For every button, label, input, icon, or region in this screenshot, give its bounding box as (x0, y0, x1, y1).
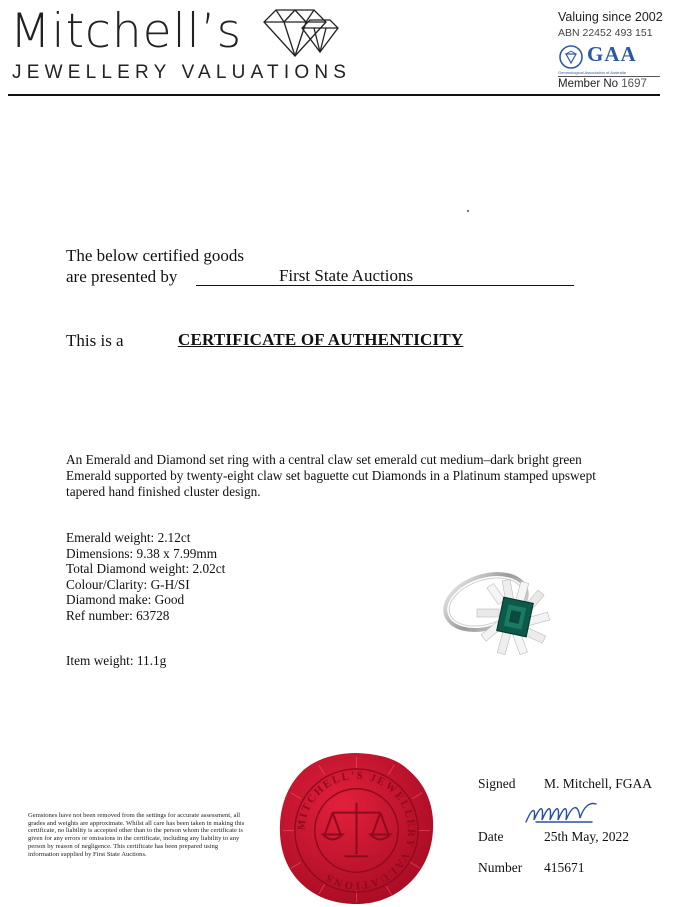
diamond-icon (262, 6, 340, 60)
signed-label: Signed (478, 776, 516, 791)
gaa-emblem-icon (558, 44, 584, 70)
brand-subtitle: JEWELLERY VALUATIONS (12, 62, 352, 83)
gaa-logo-text: GAA (587, 42, 637, 66)
spec-list (66, 530, 225, 623)
ring-photo (440, 568, 565, 663)
presenter-underline (196, 285, 574, 286)
certificate-title: CERTIFICATE OF AUTHENTICITY (178, 330, 464, 349)
abn-number: ABN 22452 493 151 (558, 27, 653, 39)
date-label: Date (478, 829, 504, 844)
wax-seal (277, 751, 436, 906)
member-value: 1697 (621, 78, 647, 90)
presenter-name: First State Auctions (278, 266, 414, 285)
signed-name: M. Mitchell, FGAA (544, 776, 652, 791)
spec-colour-clarity: Colour/Clarity: G-H/SI (66, 576, 190, 592)
member-divider (558, 76, 660, 77)
brand-name: Mitchell’s (10, 4, 243, 59)
item-description: An Emerald and Diamond set ring with a central claw set emerald cut medium–dark bright green Emerald supported by twenty-eight claw set baguette cut Diamonds in a Platinum stamped upswept tapered hand finished cluster design. (66, 452, 596, 499)
spec-diamond-make: Diamond make: Good (66, 592, 185, 607)
number-label: Number (478, 860, 523, 875)
spec-ref-number: Ref number: 63728 (66, 607, 170, 623)
gaa-full-name: Gemmological Association of Australia (558, 70, 626, 75)
seal-text: MITCHELL'S JEWELLERY VALUATIONS (295, 769, 418, 892)
spec-dimensions: Dimensions: 9.38 x 7.99mm (66, 545, 218, 561)
member-label: Member No (558, 78, 619, 90)
item-weight: Item weight: 11.1g (66, 653, 167, 668)
date-value: 25th May, 2022 (544, 829, 629, 844)
handwritten-signature (522, 798, 604, 828)
certificate-number: 415671 (544, 860, 585, 875)
disclaimer: Gemstones have not been removed from the settings for accurate assessment, all grades and weights are approximate. Whilst all care has been taken in making this certificate, no liability is accepted other than to the person whom the certificate is given for any errors or omissions in the certificate, including any liability to any person by reason of negligence. This certificate has been prepared using information supplied by First State Auctions. (28, 812, 245, 858)
spec-emerald-weight: Emerald weight: 2.12ct (66, 530, 191, 545)
member-number (558, 78, 647, 90)
certificate-prefix: This is a (66, 331, 124, 350)
speck (467, 210, 469, 212)
intro-line-1: The below certified goods (66, 246, 244, 265)
intro-line-2: are presented by (66, 267, 178, 286)
header-divider (8, 94, 660, 96)
spec-diamond-weight: Total Diamond weight: 2.02ct (66, 561, 226, 576)
valuing-since: Valuing since 2002 (558, 10, 663, 24)
